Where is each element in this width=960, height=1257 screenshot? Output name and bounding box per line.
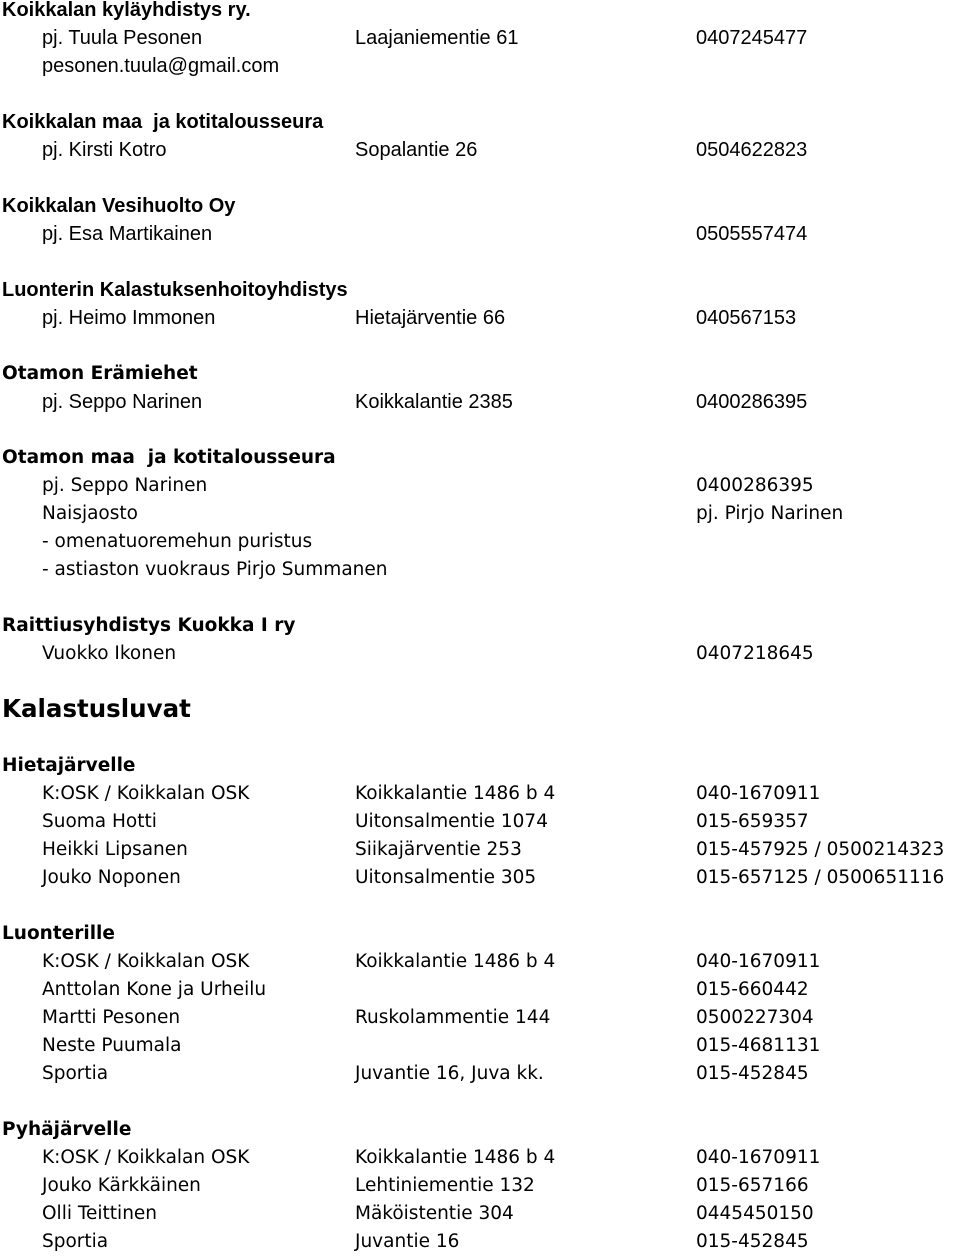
contact-phone: 0400286395 bbox=[696, 391, 808, 413]
seller-name: K:OSK / Koikkalan OSK bbox=[42, 1147, 250, 1168]
contact-phone: 040567153 bbox=[696, 307, 797, 329]
group-heading bbox=[0, 752, 960, 780]
group-name: Hietajärvelle bbox=[2, 755, 136, 776]
seller-address: Juvantie 16, Juva kk. bbox=[355, 1063, 544, 1084]
permit-row bbox=[0, 976, 960, 1004]
association-name: Luonterin Kalastuksenhoitoyhdistys bbox=[2, 279, 348, 301]
seller-address: Juvantie 16 bbox=[355, 1231, 460, 1252]
contact-row bbox=[0, 304, 960, 332]
contact-phone: 0407245477 bbox=[696, 27, 808, 49]
seller-name: Sportia bbox=[42, 1063, 109, 1084]
seller-phone: 015-657125 / 0500651116 bbox=[696, 867, 945, 888]
seller-phone: 0445450150 bbox=[696, 1203, 814, 1224]
seller-phone: 015-452845 bbox=[696, 1231, 809, 1252]
association-heading bbox=[0, 276, 960, 304]
association-heading bbox=[0, 444, 960, 472]
permit-row bbox=[0, 1060, 960, 1088]
seller-address: Ruskolammentie 144 bbox=[355, 1007, 551, 1028]
seller-address: Koikkalantie 1486 b 4 bbox=[355, 1147, 556, 1168]
permit-row bbox=[0, 780, 960, 808]
seller-phone: 015-452845 bbox=[696, 1063, 809, 1084]
service-item: - astiaston vuokraus Pirjo Summanen bbox=[42, 559, 388, 580]
contact-row bbox=[0, 556, 960, 584]
permit-row bbox=[0, 836, 960, 864]
seller-phone: 040-1670911 bbox=[696, 951, 821, 972]
group-name: Pyhäjärvelle bbox=[2, 1119, 132, 1140]
seller-phone: 015-660442 bbox=[696, 979, 809, 1000]
seller-address: Mäköistentie 304 bbox=[355, 1203, 514, 1224]
seller-name: Heikki Lipsanen bbox=[42, 839, 188, 860]
association-heading bbox=[0, 192, 960, 220]
permit-row bbox=[0, 864, 960, 892]
seller-phone: 015-457925 / 0500214323 bbox=[696, 839, 945, 860]
permit-row bbox=[0, 1144, 960, 1172]
seller-address: Uitonsalmentie 1074 bbox=[355, 811, 548, 832]
seller-phone: 015-659357 bbox=[696, 811, 809, 832]
association-name: Koikkalan maa ja kotitalousseura bbox=[2, 111, 324, 133]
group-heading bbox=[0, 1116, 960, 1144]
contact-row bbox=[0, 640, 960, 668]
seller-address: Uitonsalmentie 305 bbox=[355, 867, 537, 888]
association-heading bbox=[0, 612, 960, 640]
contact-email: pesonen.tuula@gmail.com bbox=[42, 55, 280, 77]
permit-row bbox=[0, 948, 960, 976]
seller-address: Koikkalantie 1486 b 4 bbox=[355, 951, 556, 972]
contact-row bbox=[0, 528, 960, 556]
seller-name: Sportia bbox=[42, 1231, 109, 1252]
contact-phone: 0407218645 bbox=[696, 643, 814, 664]
seller-address: Koikkalantie 1486 b 4 bbox=[355, 783, 556, 804]
association-name: Otamon Erämiehet bbox=[2, 363, 198, 384]
contact-address: Koikkalantie 2385 bbox=[355, 391, 513, 413]
contact-person: Vuokko Ikonen bbox=[42, 643, 177, 664]
contact-row bbox=[0, 52, 960, 80]
seller-name: K:OSK / Koikkalan OSK bbox=[42, 951, 250, 972]
seller-name: Anttolan Kone ja Urheilu bbox=[42, 979, 267, 1000]
contact-person: pj. Esa Martikainen bbox=[42, 223, 213, 245]
group-name: Luonterille bbox=[2, 923, 115, 944]
association-heading bbox=[0, 108, 960, 136]
contact-person: pj. Seppo Narinen bbox=[42, 391, 203, 413]
contact-row bbox=[0, 388, 960, 416]
association-heading bbox=[0, 0, 960, 24]
contact-phone: 0400286395 bbox=[696, 475, 814, 496]
seller-name: Jouko Kärkkäinen bbox=[42, 1175, 201, 1196]
permit-row bbox=[0, 1200, 960, 1228]
permit-row bbox=[0, 1172, 960, 1200]
contact-row bbox=[0, 220, 960, 248]
seller-name: Suoma Hotti bbox=[42, 811, 157, 832]
association-heading bbox=[0, 360, 960, 388]
contact-row bbox=[0, 24, 960, 52]
association-name: Koikkalan kyläyhdistys ry. bbox=[2, 0, 251, 21]
seller-phone: 0500227304 bbox=[696, 1007, 814, 1028]
seller-phone: 015-4681131 bbox=[696, 1035, 821, 1056]
association-name: Koikkalan Vesihuolto Oy bbox=[2, 195, 236, 217]
contact-row bbox=[0, 472, 960, 500]
seller-name: K:OSK / Koikkalan OSK bbox=[42, 783, 250, 804]
permit-row bbox=[0, 1004, 960, 1032]
seller-name: Jouko Noponen bbox=[42, 867, 181, 888]
service-item: - omenatuoremehun puristus bbox=[42, 531, 313, 552]
seller-phone: 040-1670911 bbox=[696, 1147, 821, 1168]
contact-person: pj. Seppo Narinen bbox=[42, 475, 208, 496]
subgroup-chair: pj. Pirjo Narinen bbox=[696, 503, 844, 524]
contact-person: pj. Heimo Immonen bbox=[42, 307, 216, 329]
contact-row bbox=[0, 136, 960, 164]
contact-person: pj. Kirsti Kotro bbox=[42, 139, 167, 161]
seller-address: Lehtiniementie 132 bbox=[355, 1175, 535, 1196]
seller-address: Siikajärventie 253 bbox=[355, 839, 522, 860]
contact-phone: 0505557474 bbox=[696, 223, 808, 245]
section-title: Kalastusluvat bbox=[2, 694, 191, 723]
contact-address: Laajaniementie 61 bbox=[355, 27, 519, 49]
association-name: Otamon maa ja kotitalousseura bbox=[2, 447, 336, 468]
contact-address: Sopalantie 26 bbox=[355, 139, 478, 161]
contact-phone: 0504622823 bbox=[696, 139, 808, 161]
seller-phone: 015-657166 bbox=[696, 1175, 809, 1196]
permit-row bbox=[0, 808, 960, 836]
group-heading bbox=[0, 920, 960, 948]
contact-address: Hietajärventie 66 bbox=[355, 307, 506, 329]
contact-row bbox=[0, 500, 960, 528]
permit-row bbox=[0, 1228, 960, 1256]
seller-name: Olli Teittinen bbox=[42, 1203, 158, 1224]
subgroup-name: Naisjaosto bbox=[42, 503, 138, 524]
seller-name: Neste Puumala bbox=[42, 1035, 182, 1056]
contact-person: pj. Tuula Pesonen bbox=[42, 27, 203, 49]
permit-row bbox=[0, 1032, 960, 1060]
association-name: Raittiusyhdistys Kuokka I ry bbox=[2, 615, 296, 636]
seller-phone: 040-1670911 bbox=[696, 783, 821, 804]
seller-name: Martti Pesonen bbox=[42, 1007, 181, 1028]
